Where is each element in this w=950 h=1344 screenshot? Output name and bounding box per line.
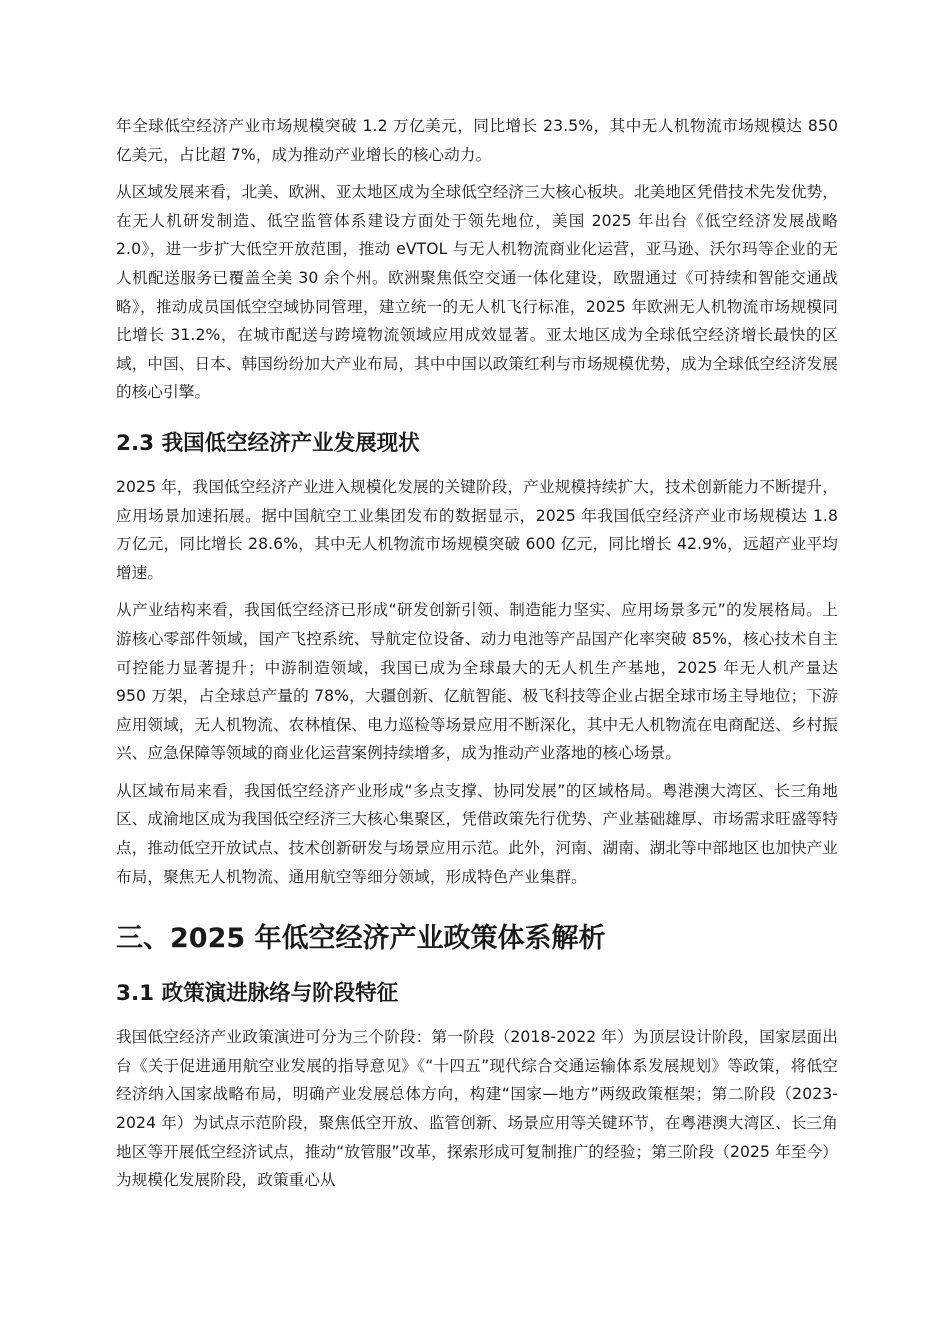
chapter-heading-3: 三、2025 年低空经济产业政策体系解析 [116,923,606,955]
paragraph-3-1-policy-stages: 我国低空经济产业政策演进可分为三个阶段：第一阶段（2018-2022 年）为顶层设计阶段，国家层面出台《关于促进通用航空业发展的指导意见》《“十四五”现代综合交通运输体系发展规划》等政策，将低空经济纳入国家战略布局，明确产业发展总体方向，构建“国家—地方”两级政策框架；第二阶段（2023-2024 年）为试点示范阶段，聚焦低空开放、监管创新、场景应用等关键环节，在粤港澳大湾区、长三角地区等开展低空经济试点，推动“放管服”改革，探索形成可复制推广的经验；第三阶段（2025 年至今）为规模化发展阶段，政策重心从 [116,1028,838,1190]
document-page [116,112,838,1204]
paragraph-2-3-structure: 从产业结构来看，我国低空经济已形成“研发创新引领、制造能力坚实、应用场景多元”的发展格局。上游核心零部件领域，国产飞控系统、导航定位设备、动力电池等产品国产化率突破 85%，核心技术自主可控能力显著提升；中游制造领域，我国已成为全球最大的无人机生产基地，2025 年无人机产量达 950 万架，占全球总产量的 78%，大疆创新、亿航智能、极飞科技等企业占据全球市场主导地位；下游应用领域，无人机物流、农林植保、电力巡检等场景应用不断深化，其中无人机物流在电商配送、乡村振兴、应急保障等领域的商业化运营案例持续增多，成为推动产业落地的核心场景。 [116,601,838,763]
section-heading-2-3: 2.3 我国低空经济产业发展现状 [116,430,420,456]
paragraph-2-3-scale: 2025 年，我国低空经济产业进入规模化发展的关键阶段，产业规模持续扩大，技术创新能力不断提升，应用场景加速拓展。据中国航空工业集团发布的数据显示，2025 年我国低空经济产业市场规模达 1.8 万亿元，同比增长 28.6%，其中无人机物流市场规模突破 600 亿元，同比增长 42.9%，远超产业平均增速。 [116,477,838,582]
paragraph-2-3-regions: 从区域布局来看，我国低空经济产业形成“多点支撑、协同发展”的区域格局。粤港澳大湾区、长三角地区、成渝地区成为我国低空经济三大核心集聚区，凭借政策先行优势、产业基础雄厚、市场需求旺盛等特点，推动低空开放试点、技术创新研发与场景应用示范。此外，河南、湖南、湖北等中部地区也加快产业布局，聚焦无人机物流、通用航空等细分领域，形成特色产业集群。 [116,781,838,886]
paragraph-global-market: 年全球低空经济产业市场规模突破 1.2 万亿美元，同比增长 23.5%，其中无人机物流市场规模达 850 亿美元，占比超 7%，成为推动产业增长的核心动力。 [116,117,838,164]
paragraph-regional-development: 从区域发展来看，北美、欧洲、亚太地区成为全球低空经济三大核心板块。北美地区凭借技术先发优势，在无人机研发制造、低空监管体系建设方面处于领先地位，美国 2025 年出台《低空经济发展战略 2.0》，进一步扩大低空开放范围，推动 eVTOL 与无人机物流商业化运营，亚马逊、沃尔玛等企业的无人机配送服务已覆盖全美 30 余个州。欧洲聚焦低空交通一体化建设，欧盟通过《可持续和智能交通战略》，推动成员国低空空域协同管理，建立统一的无人机飞行标准，2025 年欧洲无人机物流市场规模同比增长 31.2%，在城市配送与跨境物流领域应用成效显著。亚太地区成为全球低空经济增长最快的区域，中国、日本、韩国纷纷加大产业布局，其中中国以政策红利与市场规模优势，成为全球低空经济发展的核心引擎。 [116,183,838,402]
section-heading-3-1: 3.1 政策演进脉络与阶段特征 [116,981,399,1007]
